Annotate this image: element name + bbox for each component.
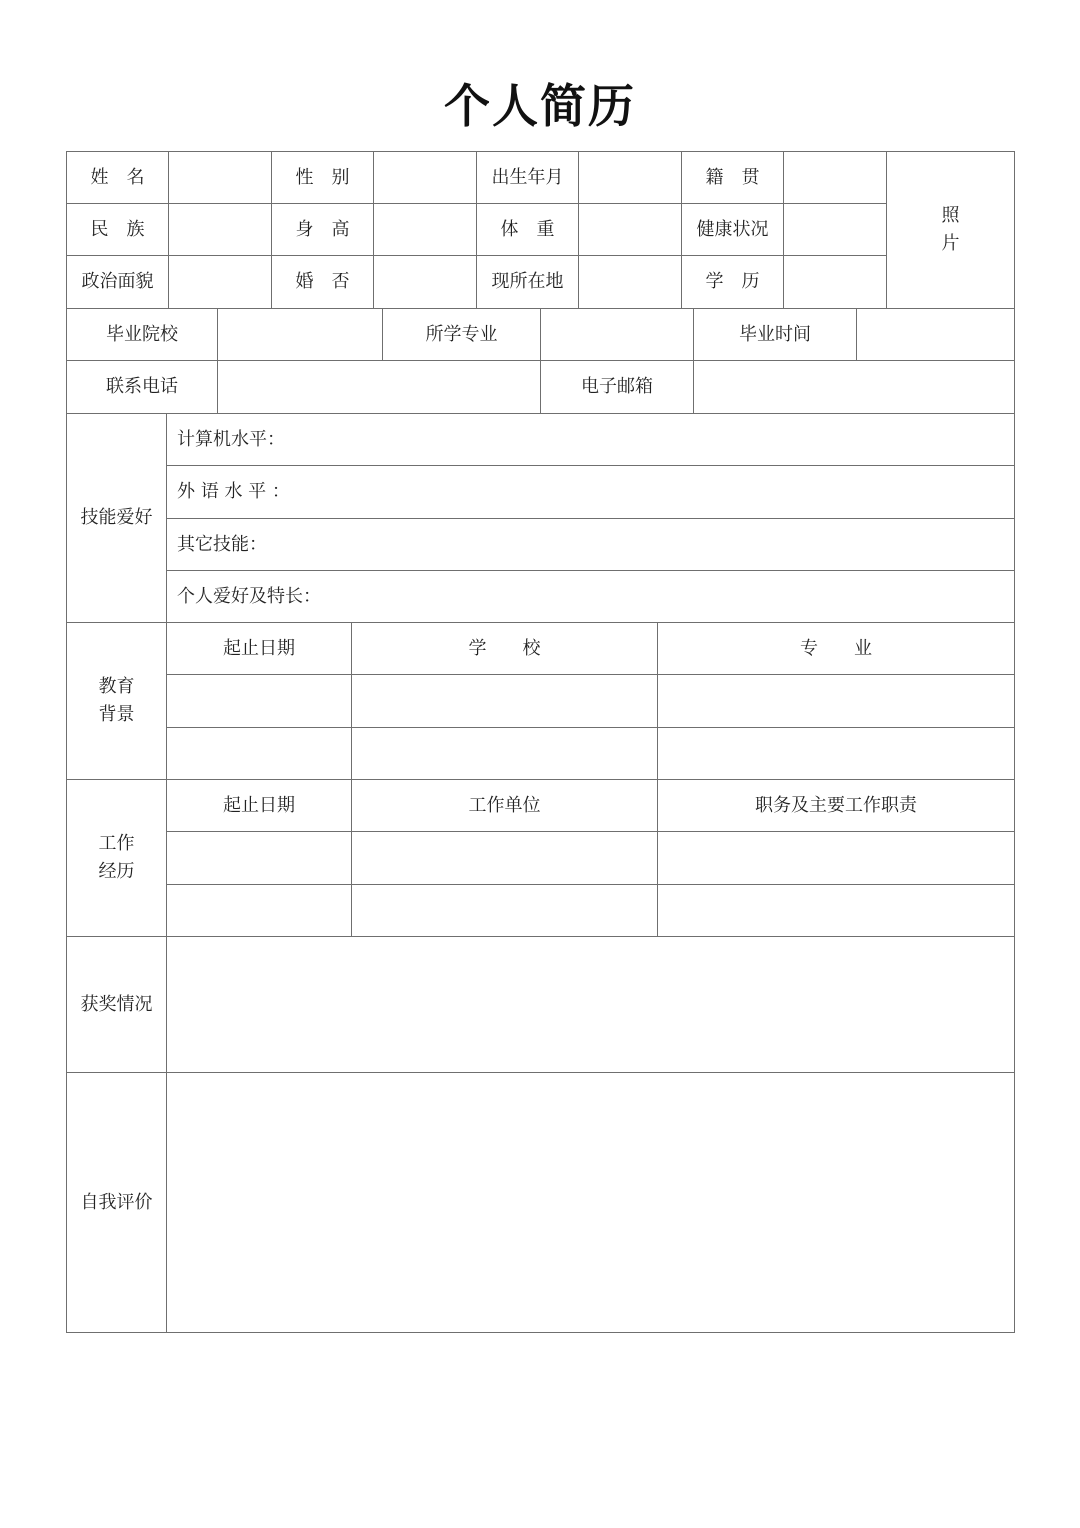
label-self-evaluation: 自我评价 — [80, 1191, 153, 1213]
work-row-1-duties[interactable] — [658, 832, 1014, 884]
edu-header-school: 学 校 — [468, 637, 541, 659]
phone-field[interactable] — [218, 361, 540, 413]
label-awards: 获奖情况 — [80, 993, 153, 1015]
edu-header-dates: 起止日期 — [223, 637, 295, 659]
label-phone: 联系电话 — [106, 376, 178, 397]
health-field[interactable] — [784, 204, 886, 255]
foreign-language-field[interactable]: 外 语 水 平 ： — [177, 481, 290, 502]
self-evaluation-field[interactable] — [167, 1073, 1014, 1332]
edu-row-2-school[interactable] — [352, 728, 657, 779]
label-health: 健康状况 — [696, 218, 769, 240]
work-header-duties: 职务及主要工作职责 — [755, 794, 917, 816]
label-education: 学 历 — [705, 271, 760, 292]
education-field[interactable] — [784, 256, 886, 308]
edu-row-2-major[interactable] — [658, 728, 1014, 779]
label-email: 电子邮箱 — [581, 376, 653, 397]
native-place-field[interactable] — [784, 152, 886, 203]
name-field[interactable] — [169, 152, 271, 203]
awards-field[interactable] — [167, 937, 1014, 1072]
label-native-place: 籍 贯 — [705, 166, 760, 188]
edu-row-1-school[interactable] — [352, 675, 657, 727]
table-border-bottom — [66, 1332, 1015, 1333]
birth-field[interactable] — [579, 152, 681, 203]
label-height: 身 高 — [295, 218, 350, 240]
label-work-experience: 工作 经历 — [98, 833, 135, 882]
label-graduation-time: 毕业时间 — [739, 323, 811, 345]
edu-row-1-major[interactable] — [658, 675, 1014, 727]
work-header-dates: 起止日期 — [223, 794, 295, 816]
label-ethnicity: 民 族 — [90, 218, 145, 240]
weight-field[interactable] — [579, 204, 681, 255]
graduated-school-field[interactable] — [218, 309, 382, 360]
gender-field[interactable] — [374, 152, 476, 203]
work-row-2-duties[interactable] — [658, 885, 1014, 936]
work-header-employer: 工作单位 — [468, 794, 541, 816]
graduation-time-field[interactable] — [857, 309, 1014, 360]
label-skills: 技能爱好 — [80, 507, 153, 528]
marital-field[interactable] — [374, 256, 476, 308]
political-status-field[interactable] — [169, 256, 271, 308]
email-field[interactable] — [694, 361, 1014, 413]
edu-row-2-dates[interactable] — [167, 728, 351, 779]
work-row-2-dates[interactable] — [167, 885, 351, 936]
ethnicity-field[interactable] — [169, 204, 271, 255]
edu-header-major: 专 业 — [800, 637, 872, 659]
hobbies-field[interactable]: 个人爱好及特长： — [177, 585, 321, 607]
label-gender: 性 别 — [295, 166, 350, 188]
label-location: 现所在地 — [491, 271, 564, 292]
photo-box[interactable]: 照 片 — [941, 205, 960, 254]
work-row-2-employer[interactable] — [352, 885, 657, 936]
label-marital: 婚 否 — [295, 271, 350, 292]
work-row-1-dates[interactable] — [167, 832, 351, 884]
location-field[interactable] — [579, 256, 681, 308]
label-weight: 体 重 — [500, 218, 555, 240]
label-graduated-school: 毕业院校 — [106, 323, 178, 345]
label-political-status: 政治面貌 — [81, 271, 154, 292]
table-border-right — [1014, 151, 1015, 1333]
label-education-background: 教育 背景 — [98, 676, 135, 725]
label-name: 姓 名 — [90, 166, 145, 188]
computer-level-field[interactable]: 计算机水平： — [177, 428, 285, 450]
height-field[interactable] — [374, 204, 476, 255]
major-field[interactable] — [541, 309, 693, 360]
other-skills-field[interactable]: 其它技能： — [177, 533, 267, 555]
work-row-1-employer[interactable] — [352, 832, 657, 884]
page-title: 个人简历 — [444, 79, 636, 133]
label-birth: 出生年月 — [491, 166, 564, 188]
label-major: 所学专业 — [425, 323, 498, 345]
edu-row-1-dates[interactable] — [167, 675, 351, 727]
